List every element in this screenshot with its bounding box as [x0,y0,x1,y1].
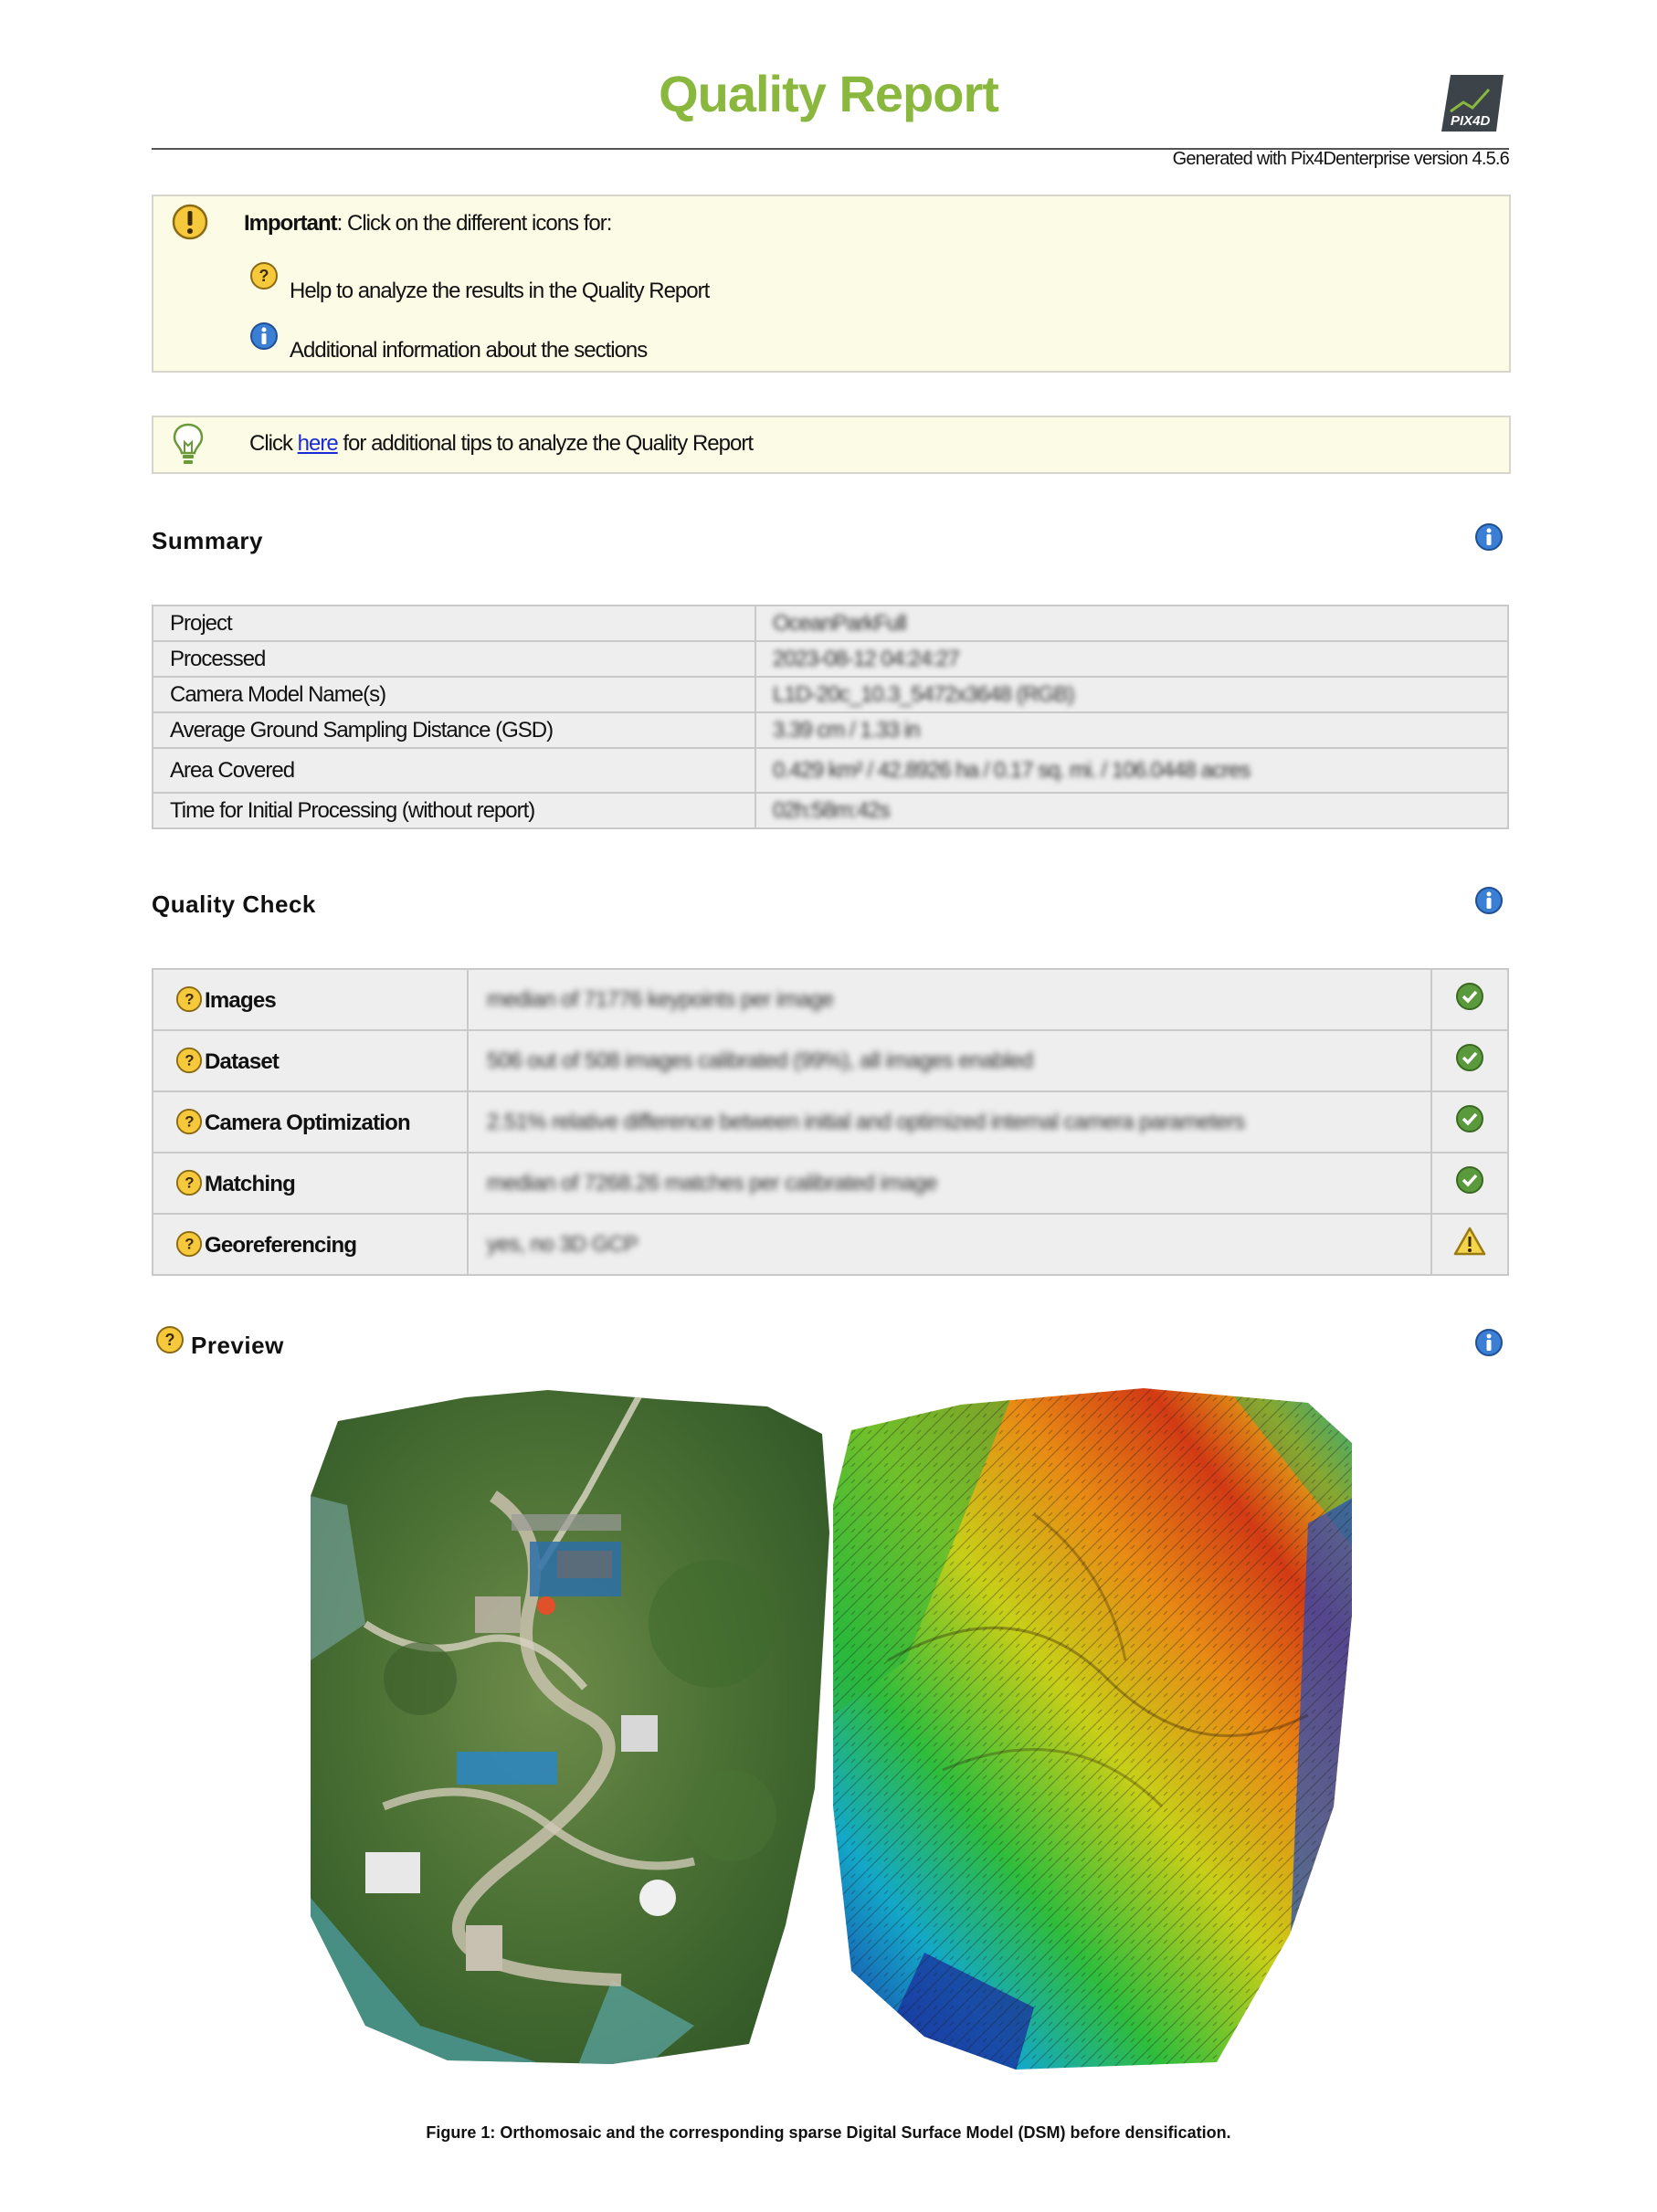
summary-value: 0.429 km² / 42.8926 ha / 0.17 sq. mi. / 106.0448 acres [755,748,1508,793]
summary-value: 2023-08-12 04:24:27 [755,641,1508,677]
check-status [1431,1214,1508,1275]
summary-label: Processed [153,641,755,677]
help-icon[interactable] [175,985,203,1013]
svg-text:?: ? [185,1174,194,1192]
svg-text:?: ? [185,1235,194,1253]
info-line: Additional information about the sections [290,338,648,363]
check-name: ? Matching [153,1153,468,1214]
check-name: ? Camera Optimization [153,1091,468,1153]
summary-value: 02h:58m:42s [755,793,1508,828]
summary-label: Camera Model Name(s) [153,677,755,712]
svg-text:?: ? [185,1051,194,1069]
table-row [153,793,1508,828]
check-name: ? Georeferencing [153,1214,468,1275]
svg-text:PIX4D: PIX4D [1451,113,1491,129]
table-row [153,748,1508,793]
summary-label: Average Ground Sampling Distance (GSD) [153,712,755,748]
check-name: ? Dataset [153,1030,468,1091]
table-row [153,641,1508,677]
pix4d-logo [1441,75,1504,132]
check-value: median of 7268.26 matches per calibrated image [468,1153,1431,1214]
summary-table [152,605,1509,829]
summary-value: L1D-20c_10.3_5472x3648 (RGB) [755,677,1508,712]
summary-value: OceanParkFull [755,606,1508,641]
table-row [153,712,1508,748]
table-row [153,677,1508,712]
svg-text:?: ? [185,1112,194,1131]
check-ok-icon [1455,1043,1484,1072]
help-icon[interactable] [175,1169,203,1196]
lightbulb-icon [172,422,205,466]
check-value: median of 71776 keypoints per image [468,969,1431,1030]
preview-heading: Preview [191,1332,284,1359]
check-status [1431,969,1508,1030]
check-name: ? Images [153,969,468,1030]
quality-check-info-icon[interactable] [1474,886,1504,915]
quality-check-heading: Quality Check [152,890,316,918]
summary-label: Area Covered [153,748,755,793]
help-line: Help to analyze the results in the Quality Report [290,279,710,303]
check-ok-icon [1455,1165,1484,1195]
figure-caption: Figure 1: Orthomosaic and the corresponding sparse Digital Surface Model (DSM) before densification. [426,2123,1231,2142]
tips-line: Click here for additional tips to analyze the Quality Report [249,431,753,456]
summary-info-icon[interactable] [1474,522,1504,552]
table-row [153,1030,1508,1091]
svg-text:?: ? [164,1331,175,1349]
summary-heading: Summary [152,527,263,554]
info-icon[interactable] [249,321,279,351]
table-row [153,1153,1508,1214]
important-lead: Important: Click on the different icons for: [244,211,612,236]
orthomosaic-image [311,1386,833,2071]
table-row [153,606,1508,641]
check-ok-icon [1455,1104,1484,1133]
check-value: yes, no 3D GCP [468,1214,1431,1275]
check-value: 2.51% relative difference between initial and optimized internal camera parameters [468,1091,1431,1153]
check-status [1431,1091,1508,1153]
help-icon[interactable] [175,1108,203,1135]
dsm-image [833,1386,1356,2071]
help-icon[interactable] [175,1230,203,1258]
svg-text:?: ? [259,267,269,285]
preview-info-icon[interactable] [1474,1328,1504,1357]
table-row [153,969,1508,1030]
summary-label: Time for Initial Processing (without report) [153,793,755,828]
report-title: Quality Report [659,65,998,122]
check-status [1431,1153,1508,1214]
preview-help-icon[interactable] [155,1325,185,1354]
help-icon[interactable] [175,1047,203,1074]
summary-value: 3.39 cm / 1.33 in [755,712,1508,748]
check-status [1431,1030,1508,1091]
generated-with-text: Generated with Pix4Denterprise version 4.5.6 [1172,149,1509,169]
summary-label: Project [153,606,755,641]
help-icon[interactable] [249,261,279,290]
table-row [153,1091,1508,1153]
check-value: 506 out of 508 images calibrated (99%), all images enabled [468,1030,1431,1091]
check-ok-icon [1455,982,1484,1011]
tips-link[interactable]: here [297,431,338,456]
svg-text:?: ? [185,990,194,1008]
quality-check-table [152,968,1509,1276]
exclamation-icon [171,203,209,241]
table-row [153,1214,1508,1275]
warning-icon [1453,1227,1486,1256]
